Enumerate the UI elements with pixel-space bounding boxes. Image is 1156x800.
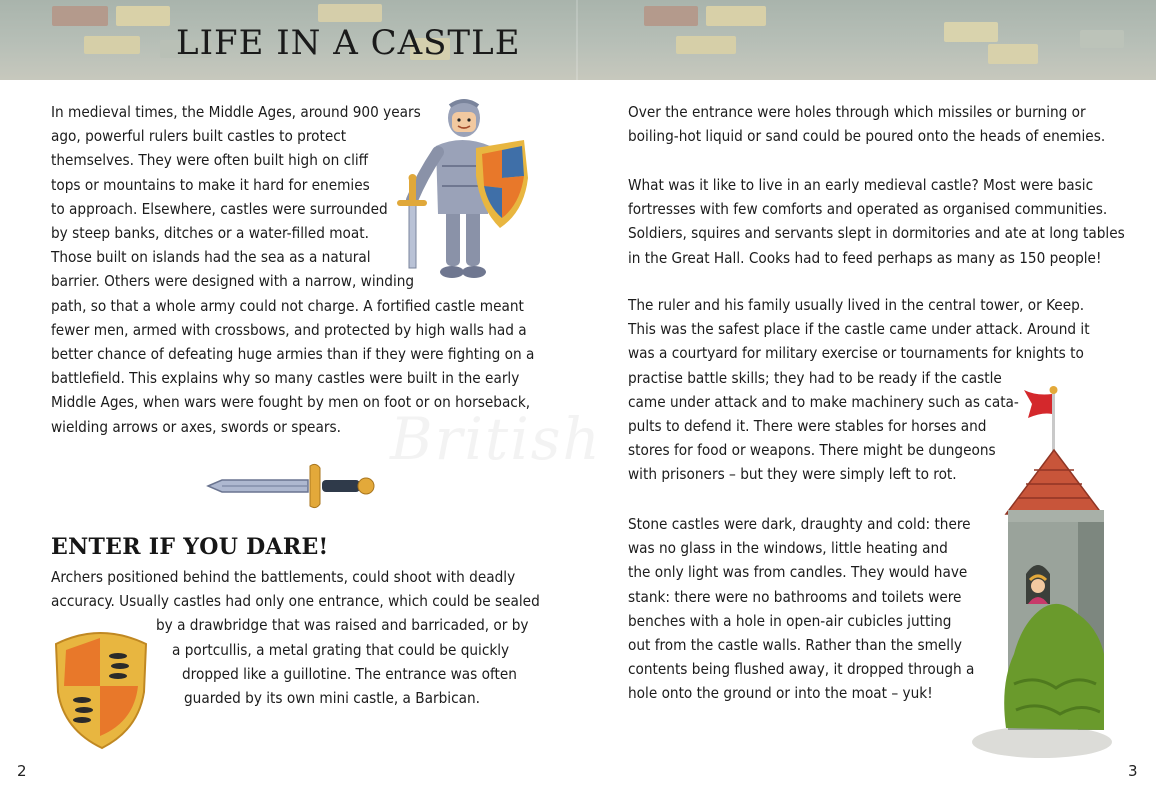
text-line: Over the entrance were holes through which missiles or burning or [628, 103, 1086, 121]
text-line: guarded by its own mini castle, a Barbican. [184, 689, 480, 707]
text-line: path, so that a whole army could not charge. A fortified castle meant [51, 296, 524, 315]
text-line: stank: there were no bathrooms and toilets were [628, 587, 962, 606]
crest-shield-illustration [52, 622, 150, 750]
wall-brick [1080, 30, 1124, 48]
wall-brick [116, 6, 170, 26]
text-line: tops or mountains to make it hard for enemies [51, 175, 370, 194]
page-number-left: 2 [17, 762, 27, 780]
text-line: The ruler and his family usually lived in the central tower, or Keep. [628, 296, 1085, 314]
text-line: barrier. Others were designed with a narrow, winding [51, 272, 415, 291]
text-line: fortresses with few comforts and operated as organised communities. [628, 200, 1108, 219]
text-line: stores for food or weapons. There might be dungeons [628, 441, 996, 460]
tower-illustration [966, 384, 1116, 764]
text-line: was a courtyard for military exercise or tournaments for knights to [628, 344, 1084, 363]
wall-brick [988, 44, 1038, 64]
text-line: themselves. They were often built high on cliff [51, 151, 369, 170]
text-line: hole onto the ground or into the moat – yuk! [628, 684, 933, 703]
text-line: In medieval times, the Middle Ages, around 900 years [51, 103, 421, 121]
section-heading: ENTER IF YOU DARE! [51, 534, 329, 560]
wall-brick [644, 6, 698, 26]
wall-brick [676, 36, 736, 54]
text-line: was no glass in the windows, little heating and [628, 539, 948, 558]
text-line: Stone castles were dark, draughty and cold: there [628, 515, 971, 533]
text-line: better chance of defeating huge armies than if they were fighting on a [51, 345, 535, 363]
text-line: boiling-hot liquid or sand could be poured onto the heads of enemies. [628, 127, 1106, 146]
text-line: This was the safest place if the castle came under attack. Around it [628, 320, 1090, 339]
text-line: What was it like to live in an early medieval castle? Most were basic [628, 176, 1094, 194]
text-line: pults to defend it. There were stables for horses and [628, 417, 987, 435]
wall-brick [84, 36, 140, 54]
text-line: Archers positioned behind the battlements, could shoot with deadly [51, 568, 516, 586]
knight-illustration [392, 96, 532, 281]
text-line: practise battle skills; they had to be ready if the castle [628, 368, 1002, 387]
text-line: out from the castle walls. Rather than the smelly [628, 636, 962, 654]
text-line: benches with a hole in open-air cubicles jutting [628, 611, 952, 630]
watermark: British [390, 405, 602, 473]
text-line: contents being flushed away, it dropped through a [628, 660, 975, 679]
page-gutter [576, 0, 578, 80]
wall-brick [944, 22, 998, 42]
text-line: fewer men, armed with crossbows, and protected by high walls had a [51, 320, 527, 339]
wall-brick [706, 6, 766, 26]
text-line: dropped like a guillotine. The entrance was often [182, 664, 517, 683]
text-line: in the Great Hall. Cooks had to feed perhaps as many as 150 people! [628, 248, 1102, 267]
page-title: LIFE IN A CASTLE [176, 23, 521, 63]
text-line: came under attack and to make machinery such as cata- [628, 392, 1019, 411]
text-line: wielding arrows or axes, swords or spears. [51, 417, 341, 436]
text-line: a portcullis, a metal grating that could be quickly [172, 640, 510, 659]
sword-illustration [204, 458, 376, 514]
text-line: Middle Ages, when wars were fought by men on foot or on horseback, [51, 393, 531, 412]
text-line: with prisoners – but they were simply left to rot. [628, 465, 957, 484]
stone-wall-header [0, 0, 1156, 80]
text-line: to approach. Elsewhere, castles were surrounded [51, 199, 388, 218]
text-line: by a drawbridge that was raised and barricaded, or by [156, 616, 529, 635]
text-line: accuracy. Usually castles had only one entrance, which could be sealed [51, 592, 540, 611]
wall-brick [52, 6, 108, 26]
wall-brick [318, 4, 382, 22]
text-line: battlefield. This explains why so many castles were built in the early [51, 369, 520, 388]
text-line: Soldiers, squires and servants slept in dormitories and ate at long tables [628, 224, 1125, 243]
text-line: the only light was from candles. They would have [628, 563, 968, 582]
text-line: ago, powerful rulers built castles to protect [51, 127, 347, 146]
text-line: by steep banks, ditches or a water-filled moat. [51, 224, 369, 242]
page-number-right: 3 [1128, 762, 1138, 780]
text-line: Those built on islands had the sea as a natural [51, 248, 371, 267]
